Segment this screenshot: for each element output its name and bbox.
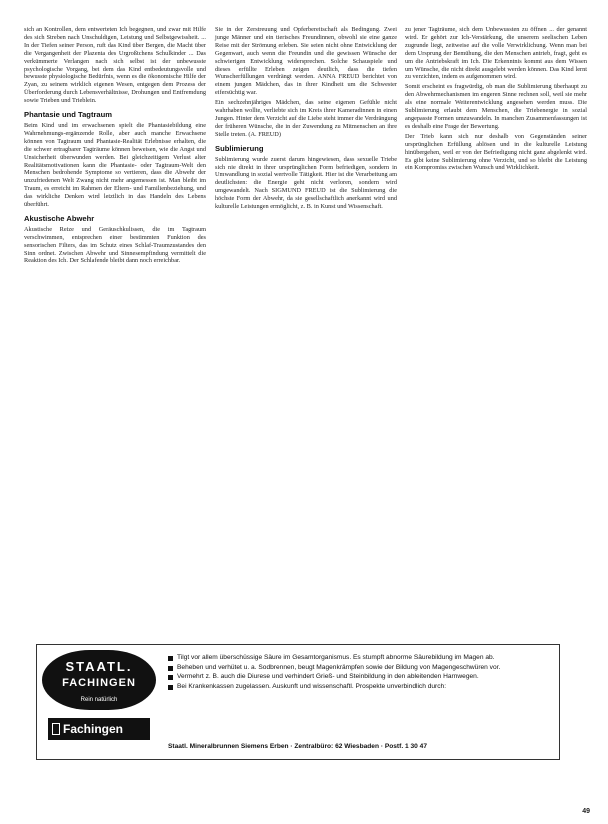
article-column-2: [215, 26, 397, 213]
section-heading: Sublimierung: [215, 143, 264, 153]
paragraph: Akustische Reize und Geräuschkulissen, die im Tagtraum verschwimmen, entsprechen einer bestimmten Funktion des sensorischen Filters, das im Schutz eines Schlaf-Traumzustandes den Sinn ordnet. Zwischen Abwehr und Sinnesempfindung vermittelt die Reaktion des Ich. Der Schlafende bleibt dann noch erreichbar.: [24, 225, 206, 265]
square-bullet-icon: [168, 666, 173, 671]
seal-tagline: Rein natürlich: [80, 697, 118, 703]
ad-bullet: [168, 654, 552, 663]
square-bullet-icon: [168, 685, 173, 690]
section-heading: Phantasie und Tagtraum: [24, 110, 113, 120]
brand-badge: [42, 650, 156, 754]
square-bullet-icon: [168, 656, 173, 661]
ad-bullet-text: Beheben und verhütet u. a. Sodbrennen, beugt Magenkrämpfen sowie der Bildung von Magengeschwüren vor.: [177, 663, 501, 671]
paragraph: Beim Kind und im erwachsenen spielt die Phantasiebildung eine Wahrnehmungs-ergänzende Rolle, aber auch manche Erwachsene können von Tagtraum und Phantasie-Realität Erlebnisse erhalten, die die schwer ertragbarer Tagträume können beweisen, wie die Angst und Unsicherheit überwunden werden. Bei gleichzeitigem Verlust alter Realitätsmotivationen kann die Phantasie- oder Tagtraum-Welt den Menschen bedrohende Symptome so vertieren, dass die Abwehr der unzufriedenen Welt Zwang nicht mehr angemessen ist. Man bleibt im Traum, es erreicht im Rahmen der Eltern- und Familienbeziehung, und das wirkliche Denken wird letztlich in das Handeln des Lebens überführt.: [24, 121, 206, 209]
article-column-3: [405, 26, 587, 174]
seal-top-text: STAATL.: [65, 659, 133, 674]
square-bullet-icon: [168, 675, 173, 680]
article-column-1: [24, 26, 206, 267]
brand-logo: [48, 718, 150, 740]
ad-bullet: [168, 673, 552, 682]
ad-bullet: [168, 664, 552, 673]
ad-benefit-list: [168, 654, 552, 692]
ad-contact-line: Staatl. Mineralbrunnen Siemens Erben · Zentralbüro: 62 Wiesbaden · Postf. 1 30 47: [168, 743, 427, 750]
ad-bullet-text: Bei Krankenkassen zugelassen. Auskunft und wissenschaftl. Prospekte unverbindlich durch:: [177, 682, 447, 690]
paragraph: Sublimierung wurde zuerst darum hingewiesen, dass sexuelle Triebe sich nie direkt in ihrer ursprünglichen Form befriedigen, sondern in Umwandlung in sozial wertvolle Tätigkeit. Hier ist die Verarbeitung am deutlichsten: die Energie geht nicht verloren, sondern wird umgewandelt. Nach SIGMUND FREUD ist die Sublimierung die höchste Form der Abwehr, da sie gesellschaftlich anerkannt wird und kulturelle Leistungen ermöglicht, z. B. in Kunst und Wissenschaft.: [215, 155, 397, 211]
ad-bullet-text: Vermehrt z. B. auch die Diurese und verhindert Grieß- und Steinbildung in den ableitenden Harnwegen.: [177, 673, 479, 681]
ad-bullet: [168, 683, 552, 692]
paragraph: Der Trieb kann sich nur deshalb von Gegenständen seiner ursprünglichen Erfüllung ablösen und in die kulturelle Leistung hinübergehen, weil er von der Befriedigung nicht ganz abgelenkt wird. Es gibt keine Sublimierung ohne Verzicht, und so bleibt die Leistung ein Kompromiss zwischen Wunsch und Wirklichkeit.: [405, 132, 587, 172]
paragraph: Sie in der Zerstreuung und Opferbereitschaft als Bedingung. Zwei junge Männer und ein tierisches Freundinnen, obwohl sie eine ganze Reise mit der Strömung erleben. Sie seien nicht ohne Entwicklung der Gegenwart, auch wenn die Freundin und die gewissen Wünsche der schwierigen Entwicklung widersprechen. Solche Schauspiele und dieses erfüllte Erleben zeigen deutlich, dass die tiefen Wunscherfüllungen verdrängt werden. ANNA FREUD berichtet von einem jungen Mädchen, das in ihrer Kindheit um die Schwester eifersüchtig war.: [215, 26, 397, 97]
paragraph: zu jener Tagträume, sich dem Unbewussten zu öffnen ... der genannt wird. Er gehört zur Ich-Verstärkung, die unserem seelischen Leben zugrunde liegt, zeitweise auf die volle Verwirklichung. Wenn man bei dem Ursprung der Bemühung, die den Menschen antrieb, fragt, geht es um die Antriebskraft im Ich. Die Erkenntnis kommt aus dem Wissen um Wünsche, die nicht direkt ausgelebt werden können. Das Kind lernt zu verzichten, indem es aufgenommen wird.: [405, 26, 587, 81]
paragraph: Ein sechzehnjähriges Mädchen, das seine eigenen Gefühle nicht wahrhaben wollte, verliebte sich im Kreis ihrer Kameradinnen in einen Jungen. Hinter dem Verzicht auf die Liebe steht immer die Verdrängung der früheren Wünsche, die in der Zuwendung zu Mitmenschen an ihre Stelle treten. (A. FREUD): [215, 99, 397, 138]
section-heading: Akustische Abwehr: [24, 213, 95, 223]
seal-bottom-text: FACHINGEN: [62, 677, 136, 689]
paragraph: Somit erscheint es fragwürdig, ob man die Sublimierung überhaupt zu den Abwehrmechanismen im engeren Sinne rechnen soll, weil sie mehr als eine normale Weiterentwicklung angesehen werden muss. Die Sublimierung erlaubt dem Menschen, die Triebenergie in sozial angepasste Formen umzuwandeln. In manchen Zusammenfassungen ist es deshalb eine Frage der Bewertung.: [405, 83, 587, 130]
page-number: 49: [582, 808, 590, 815]
seal-logo: [42, 650, 156, 710]
brand-logo-text: Fachingen: [63, 722, 124, 736]
brand-mark-icon: [52, 723, 60, 735]
paragraph: sich an Kontrollen, dem entwerteten Ich begegnen, und zwar mit Hilfe des sich Streben nach Unschuldigen, Leistung und Selbstgewissheit. ... In der Tiefen seiner Person, ruft das Kind über Bergen, die Macht über die Vergangenheit der Plazenta des Urgroßtchens Schulkinder ... Das verkümmerte Verlangen nach sich selbst ist der unbewusste psychologische Vorgang, bei dem das Kind entbedeutungsvolle und bewusste physiologische Bedürfnis, wenn es die ökonomische Hilfe der Zyan, zu seinem wirklich eigenen Wesen, entgegen dem Prozess der Überforderung durch Lebensverhältnisse, Drohungen und Entfremdung sowie Trieben und Trieblein.: [24, 26, 206, 105]
ad-bullet-text: Tilgt vor allem überschüssige Säure im Gesamtorganismus. Es stumpft abnorme Säurebildung im Magen ab.: [177, 654, 495, 661]
